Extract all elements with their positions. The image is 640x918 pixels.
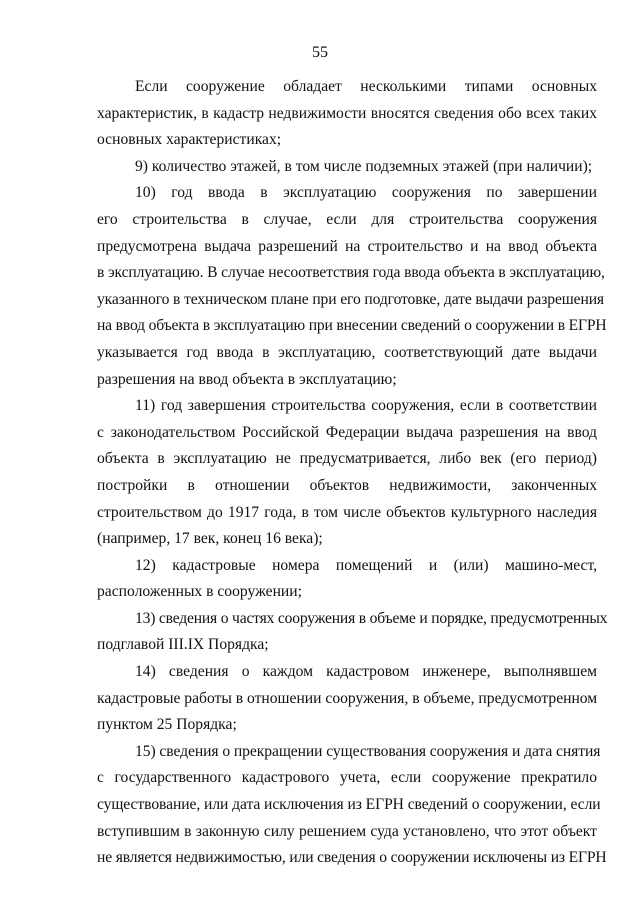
text-line: разрешения на ввод объекта в эксплуатацию; bbox=[97, 370, 397, 388]
text-line: в эксплуатацию. В случае несоответствия года ввода объекта в эксплуатацию, bbox=[97, 264, 605, 282]
text-line: 15) сведения о прекращении существования сооружения и дата снятия bbox=[135, 742, 601, 760]
paragraph bbox=[97, 154, 597, 181]
page-number: 55 bbox=[312, 44, 328, 61]
text-line: основных характеристиках; bbox=[97, 131, 282, 149]
text-line: Если сооружение обладает несколькими типами основных bbox=[135, 78, 597, 95]
paragraph bbox=[97, 739, 607, 872]
text-line: существование, или дата исключения из ЕГРН сведений о сооружении, если bbox=[97, 796, 601, 814]
text-line: 11) год завершения строительства сооружения, если в соответствии bbox=[135, 397, 597, 415]
text-line: 10) год ввода в эксплуатацию сооружения по завершении bbox=[135, 184, 597, 202]
paragraph bbox=[97, 606, 608, 659]
text-line: предусмотрена выдача разрешений на строительство и на ввод объекта bbox=[97, 237, 597, 255]
text-line: с государственного кадастрового учета, если сооружение прекратило bbox=[97, 769, 597, 787]
text-line: 9) количество этажей, в том числе подземных этажей (при наличии); bbox=[135, 157, 593, 175]
text-line: пунктом 25 Порядка; bbox=[97, 716, 237, 734]
text-line: кадастровые работы в отношении сооружения, в объеме, предусмотренном bbox=[97, 689, 598, 707]
text-line: подглавой III.IX Порядка; bbox=[97, 636, 269, 654]
text-line: вступившим в законную силу решением суда установлено, что этот объект bbox=[97, 822, 597, 840]
text-line: на ввод объекта в эксплуатацию при внесении сведений о сооружении в ЕГРН bbox=[97, 317, 607, 335]
text-line: 13) сведения о частях сооружения в объеме и порядке, предусмотренных bbox=[135, 609, 608, 627]
paragraph bbox=[97, 393, 597, 553]
text-line: объекта в эксплуатацию не предусматривается, либо век (его период) bbox=[97, 450, 597, 468]
text-line: 14) сведения о каждом кадастровом инженере, выполнявшем bbox=[135, 663, 597, 681]
text-line: характеристик, в кадастр недвижимости вносятся сведения обо всех таких bbox=[97, 104, 597, 122]
paragraph bbox=[97, 553, 597, 606]
paragraph bbox=[97, 74, 597, 154]
text-line: с законодательством Российской Федерации выдача разрешения на ввод bbox=[97, 423, 597, 441]
paragraph bbox=[97, 659, 597, 739]
paragraph bbox=[97, 180, 607, 393]
text-line: указанного в техническом плане при его подготовке, дате выдачи разрешения bbox=[97, 290, 604, 308]
text-line: указывается год ввода в эксплуатацию, соответствующий дате выдачи bbox=[97, 343, 597, 361]
text-line: постройки в отношении объектов недвижимости, законченных bbox=[97, 476, 597, 494]
text-line: строительством до 1917 года, в том числе объектов культурного наследия bbox=[97, 503, 597, 521]
text-line: не является недвижимостью, или сведения о сооружении исключены из ЕГРН bbox=[97, 849, 607, 867]
text-line: 12) кадастровые номера помещений и (или) машино-мест, bbox=[135, 556, 597, 574]
text-line: его строительства в случае, если для строительства сооружения bbox=[97, 210, 597, 228]
text-line: расположенных в сооружении; bbox=[97, 583, 302, 601]
text-line: (например, 17 век, конец 16 века); bbox=[97, 530, 323, 548]
document-body bbox=[97, 74, 608, 872]
